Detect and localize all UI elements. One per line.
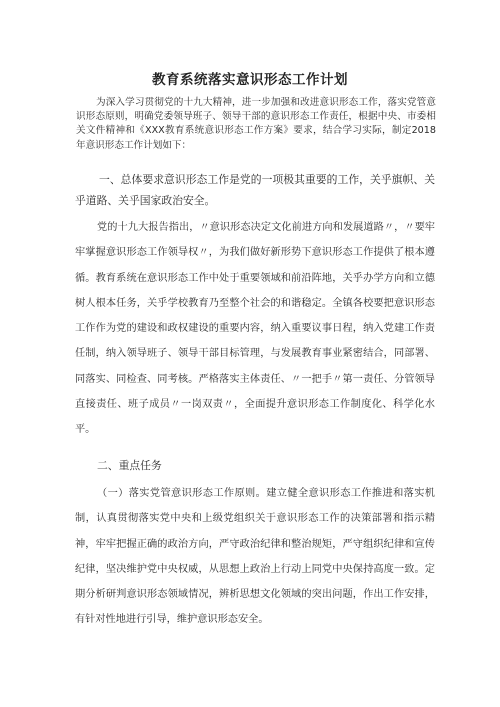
section-one-overall-requirements: 一、总体要求意识形态工作是党的一项极其重要的工作，关乎旗帜、关乎道路、关乎国家政治安全。 [75, 173, 435, 207]
document-title: 教育系统落实意识形态工作计划 [152, 72, 348, 88]
intro-paragraph: 为深入学习贯彻党的十九大精神，进一步加强和改进意识形态工作，落实党管意识形态原则，明确党委领导班子、领导干部的意识形态工作责任，根据中央、市委相关文件精神和《XXX教育系统意识形态工作方案》要求，结合学习实际，制定2018年意识形态工作计划如下： [76, 97, 436, 151]
section-two-heading: 二、重点任务 [97, 459, 162, 472]
paragraph-key-task-one: （一）落实党管意识形态工作原则。建立健全意识形态工作推进和落实机制，认真贯彻落实党中央和上级党组织关于意识形态工作的决策部署和指示精神，牢牢把握正确的政治方向，严守政治纪律和整治规矩，严守组织纪律和宣传纪律，坚决维护党中央权威，从思想上政治上行动上同党中央保持高度一致。定期分析研判意识形态领域情况，辨析思想文化领域的突出问题，作出工作安排，有针对性地进行引导，维护意识形态安全。 [75, 488, 435, 626]
paragraph-nineteenth-congress: 党的十九大报告指出，〃意识形态决定文化前进方向和发展道路〃，〃要牢牢掌握意识形态工作领导权〃，为我们做好新形势下意识形态工作提供了根本遵循。教育系统在意识形态工作中处于重要领域和前沿阵地，关乎办学方向和立德树人根本任务，关乎学校教育乃至整个社会的和谐稳定。全镇各校要把意识形态工作作为党的建设和政权建设的重要内容，纳入重要议事日程，纳入党建工作责任制，纳入领导班子、领导干部目标管理，与发展教育事业紧密结合，同部署、同落实、同检查、同考核。严格落实主体责任、〃一把手〃第一责任、分管领导直接责任、班子成员〃一岗双责〃，全面提升意识形态工作制度化、科学化水平。 [75, 222, 435, 436]
